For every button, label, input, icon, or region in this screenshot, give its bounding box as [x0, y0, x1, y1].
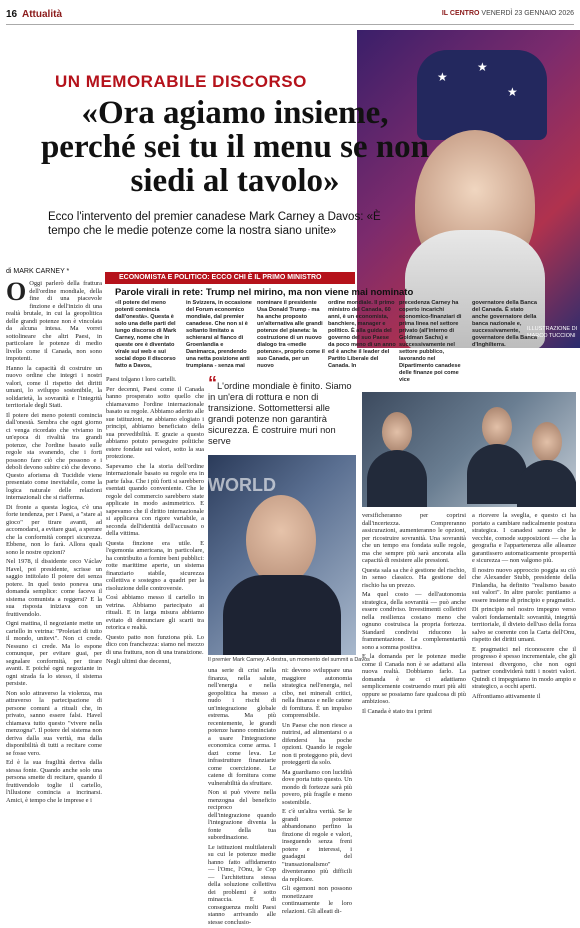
- forum-sign: WORLD: [208, 475, 276, 495]
- paragraph: Ed è la sua fragilità deriva dalla stessa fonte. Quando anche solo una persona smette di recitare, quando il fruttivendolo toglie il cartello, l'illusione comincia a incrinarsi. Amici, è tempo che le imprese e i: [6, 759, 102, 804]
- suit-shape: [223, 575, 341, 655]
- article-column-2: [106, 376, 204, 668]
- box-column: nominare il presidente Usa Donald Trump - ma ha anche proposto un'alternativa alle grandi potenze del pianeta: la costruzione di un nuovo dialogo tra «medie potenze», proprio come il suo Canada, per un nuovo: [257, 300, 325, 369]
- issue-date: VENERDÌ 23 GENNAIO 2026: [481, 10, 574, 17]
- paragraph: Di principio nel nostro impegno verso valori fondamentali: sovranità, integrità territoriale, il divieto dell'uso della forza salvo se coerente con la Carta dell'Onu, rispetto dei diritti umani.: [472, 606, 576, 643]
- page-number: 16: [6, 9, 18, 20]
- paragraph: Le istituzioni multilaterali su cui le potenze medie hanno fatto affidamento — l'Omc, l'Onu, le Cop — l'architettura stessa della soluzione collettiva dei problemi è sotto minaccia. E di conseguenza molti Paesi stanno arrivando alle stesse conclusio-: [208, 843, 276, 926]
- headline: «Ora agiamo insieme, perché sei tu il menu se non siedi al tavolo»: [40, 95, 430, 199]
- paragraph: Il potere dei meno potenti comincia dall'onestà. Sembra che ogni giorno ci venga ricordato che viviamo in un'epoca di rivalità tra grandi potenze, che l'ordine basato sulle regole sta svanendo, che i forti possono fare ciò che possono e i deboli devono subire ciò che devono. Questo aforisma di Tucidide viene presentato come inevitabile, come la logica naturale delle relazioni internazionali che si riafferma.: [6, 411, 102, 501]
- person-shape: [382, 412, 412, 452]
- drop-cap: O: [6, 277, 27, 306]
- box-title: Parole virali in rete: Trump nel mirino, ma non viene mai nominato: [115, 287, 414, 298]
- page-header: [6, 4, 574, 25]
- paragraph: Un Paese che non riesce a nutrirsi, ad alimentarsi o a difendersi ha poche opzioni. Quando le regole non ti proteggono più, devi proteggerti da solo.: [282, 721, 352, 766]
- paragraph: Paesi tolgano i loro cartelli.: [106, 376, 177, 383]
- paragraph: Non si può vivere nella menzogna del beneficio reciproco dell'integrazione quando l'integrazione diventa la fonte della tua subordinazione.: [208, 789, 276, 841]
- box-column: in Svizzera, in occasione del Forum economico mondiale, dal premier canadese. Che non si è soltanto limitato a schierarsi al fianco di Groenlandia e Danimarca, prendendo una netta posizione anti trumpiana - senza mai: [186, 300, 252, 369]
- pull-quote-text: L'ordine mondiale è finito. Siamo in un'era di rottura e non di transizione. Sottomettersi alle grandi potenze non garantirà sicurezza. È costruire muri non serve: [208, 381, 352, 446]
- subhead: Ecco l'intervento del premier canadese Mark Carney a Davos: «È tempo che le medie potenze come la nostra siano unite»: [48, 211, 381, 237]
- paragraph: Nel 1978, il dissidente ceco Václav Havel, poi presidente, scrisse un saggio intitolato Il potere dei senza potere. In quel testo poneva una domanda semplice: come faceva il sistema comunista a reggersi? E la sua risposta iniziava con un fruttivendolo.: [6, 558, 102, 618]
- paragraph: Questa sala sa che è gestione del rischio, in senso classico. Ha gestione del rischio ha un prezzo.: [362, 566, 466, 589]
- paragraph: Oggi parlerò della frattura dell'ordine mondiale, della fine di una piacevole finzione e dell'inizio di una realtà brutale, in cui la geopolitica delle grandi potenze non è vincolata da alcuna intesa. Ma vorrei sottolineare che altri Paesi, in particolare le potenze di medio livello come il Canada, non sono impotenti.: [6, 280, 102, 362]
- paragraph: Negli ultimi due decenni,: [106, 658, 171, 665]
- quote-mark-icon: “: [208, 373, 217, 393]
- kicker: UN MEMORABILE DISCORSO: [55, 72, 307, 91]
- paragraph: Così abbiamo messo il cartello in vetrina. Abbiamo partecipato ai rituali. E in larga misura abbiamo evitato di denunciare gli scarti tra retorica e realtà.: [106, 594, 204, 631]
- star-icon: ★: [477, 60, 488, 74]
- paragraph: Sapevamo che la storia dell'ordine internazionale basato su regole era in parte falsa. Che i più forti si sarebbero esentati quando conveniente. Che le regole del commercio sarebbero state applicate in modo asimmetrico. E sapevamo che il diritto internazionale si applicava con rigore variabile, a seconda dell'identità dell'accusato o della vittima.: [106, 462, 204, 537]
- box-label: ECONOMISTA E POLITICO: ECCO CHI È IL PRIMO MINISTRO: [105, 272, 355, 284]
- paragraph: ni: devono sviluppare una maggiore autonomia strategica nell'energia, nel cibo, nei minerali critici, nella finanza e nelle catene di fornitura. È un impulso comprensibile.: [282, 667, 352, 719]
- paragraph: Gli egemoni non possono monetizzare continuamente le loro relazioni. Gli alleati di-: [282, 885, 352, 915]
- article-column-1: [6, 277, 102, 806]
- box-column: «Il potere del meno potenti comincia dall'onestà». Questa è solo una delle parti del lungo discorso di Mark Carney, nome che in queste ore è diventato virale sul web e sui social dopo il discorso fatto a Davos,: [115, 300, 177, 369]
- paragraph: Ogni mattina, il negoziante mette un cartello in vetrina: "Proletari di tutto il mondo, unitevi". Non ci crede. Nessuno ci crede. Ma lo espone comunque, per evitare guai, per segnalare conformità, per tirare avanti. E poiché ogni negoziante in ogni strada fa lo stesso, il sistema persiste.: [6, 620, 102, 687]
- paragraph: Ma guardiamo con lucidità dove porta tutto questo. Un mondo di fortezze sarà più povero, più fragile e meno sostenibile.: [282, 768, 352, 806]
- paragraph: E c'è un'altra verità. Se le grandi potenze abbandonano perfino la finzione di regole e valori, inseguendo senza freni potere e interessi, i guadagni del "transazionalismo" diventeranno più difficili da replicare.: [282, 808, 352, 883]
- photo-carney: [208, 455, 356, 655]
- person-shape: [532, 422, 562, 462]
- paragraph: Hanno la capacità di costruire un nuovo ordine che integri i nostri valori, come il rispetto dei diritti umani, lo sviluppo sostenibile, la solidarietà, la sovranità e l'integrità territoriale degli Stati.: [6, 364, 102, 409]
- person-shape: [482, 407, 512, 447]
- newspaper-name: IL CENTRO: [441, 10, 480, 17]
- paragraph: E pragmatici nel riconoscere che il progresso è spesso incrementale, che gli interessi divergono, che non ogni partner condividerà tutti i nostri valori. Quindi ci impegniamo in modo ampio e strategico, a occhi aperti.: [472, 645, 576, 690]
- paragraph: Affrontiamo attivamente il: [472, 692, 541, 700]
- person-shape: [517, 460, 576, 507]
- paragraph: Questo patto non funziona più. Lo dico con franchezza: siamo nel mezzo di una frattura, non di una transizione.: [106, 633, 204, 656]
- paragraph: Per decenni, Paesi come il Canada hanno prosperato sotto quello che chiamavamo l'ordine internazionale basato su regole. Abbiamo aderito alle sue istituzioni, ne abbiamo elogiato i principi, abbiamo beneficiato della sua prevedibilità. E grazie a questo abbiamo potuto perseguire politiche estere fondate sui valori, sotto la sua protezione.: [106, 385, 204, 460]
- paragraph: una serie di crisi nella finanza, nella salute, nell'energia e nella geopolitica ha messo a nudo i rischi di un'integrazione globale estrema. Ma più recentemente, le grandi potenze hanno cominciato a usare l'integrazione economica come arma. I dazi come leva. Le infrastrutture finanziarie come coercizione. Le catene di fornitura come vulnerabilità da sfruttare.: [208, 667, 276, 787]
- paragraph: versificheranno per coprirsi dall'incertezza. Compreranno assicurazioni, aumenteranno le opzioni, per ricostruire sovranità. Una sovranità che un tempo era fondata sulle regole, ma che sempre più sarà ancorata alla capacità di resistere alle pressioni.: [362, 512, 466, 564]
- paragraph: E la domanda per le potenze medie come il Canada non è se adattarsi alla nuova realtà. Dobbiamo farlo. La domanda è se ci adattiamo semplicemente costruendo muri più alti oppure se possiamo fare qualcosa di più ambizioso.: [362, 653, 466, 705]
- article-column-6: [472, 512, 576, 702]
- paragraph: Questa finzione era utile. E l'egemonia americana, in particolare, ha contribuito a fornire beni pubblici: rotte marittime aperte, un sistema finanziario stabile, sicurezza collettiva e sostegno a quadri per la risoluzione delle controversie.: [106, 539, 204, 592]
- byline: di MARK CARNEY *: [6, 268, 70, 275]
- box-column: precedenza Carney ha coperto incarichi economico-finanziari di prima linea nel settore privato (all'interno di Goldman Sachs) e successivamente nel settore pubblico, lavorando nel Dipartimento canadese delle finanze poi come vice: [399, 300, 462, 383]
- article-column-5: [362, 512, 466, 717]
- head-shape: [246, 495, 316, 585]
- paragraph: Il nostro nuovo approccio poggia su ciò che Alexander Stubb, presidente della Finlandia, ha definito "realismo basato sui valori". In altre parole: puntiamo a essere insieme di principio e pragmatici.: [472, 566, 576, 604]
- paragraph: Non solo attraverso la violenza, ma attraverso la partecipazione di persone comuni a rituali che, in privato, sanno essere falsi. Havel chiamava tutto questo "vivere nella menzogna". Il potere del sistema non deriva dalla sua verità, ma dalla disponibilità di tutti a recitare come se fosse vero.: [6, 689, 102, 757]
- photo-davos: [362, 392, 576, 507]
- box-column: governatore della Banca del Canada. È stato anche governatore della banca nazionale e, successivamente, governatore della Banca d'Inghilterra.: [472, 300, 537, 348]
- person-shape: [367, 450, 427, 507]
- section-name[interactable]: Attualità: [22, 9, 62, 20]
- paragraph: a ricevere la sveglia, e questo ci ha portato a cambiare radicalmente postura strategica. I canadesi sanno che le vecchie, comode supposizioni — che la geografia e l'appartenenza alle alleanze garantissero automaticamente prosperità e sicurezza — non valgono più.: [472, 512, 576, 564]
- box-column: ordine mondiale. Il primo ministro del Canada, 60 anni, è un economista, banchiere, manager e politico. È alla guida del governo del suo Paese da poco meno di un anno ed è anche il leader del Partito Liberale del Canada. In: [328, 300, 396, 369]
- paragraph: Il Canada è stato tra i primi: [362, 707, 432, 715]
- paragraph: Ma quel costo — dell'autonomia strategica, della sovranità — può anche essere condiviso. Investimenti collettivi nella resilienza costano meno che ognuno costruisca la propria fortezza. Standard condivisi riducono la frammentazione. Le complementarità sono a somma positiva.: [362, 591, 466, 651]
- paragraph: Di fronte a questa logica, c'è una forte tendenza, per i Paesi, a "stare al gioco" per tirare avanti, ad accomodarsi, a evitare guai, a sperare che la conformità compri sicurezza. Ebbene, non lo farà. Allora quali sono le nostre opzioni?: [6, 503, 102, 556]
- star-icon: ★: [507, 85, 518, 99]
- article-column-4: [282, 667, 352, 917]
- masthead: [442, 10, 574, 17]
- pull-quote: [208, 373, 356, 447]
- photo-caption: Il premier Mark Carney. A destra, un momento del summit a Davos: [208, 657, 370, 663]
- star-icon: ★: [437, 70, 448, 84]
- illustration-caption: ILLUSTRAZIONE DI MARCO TUCCIONI: [527, 326, 578, 339]
